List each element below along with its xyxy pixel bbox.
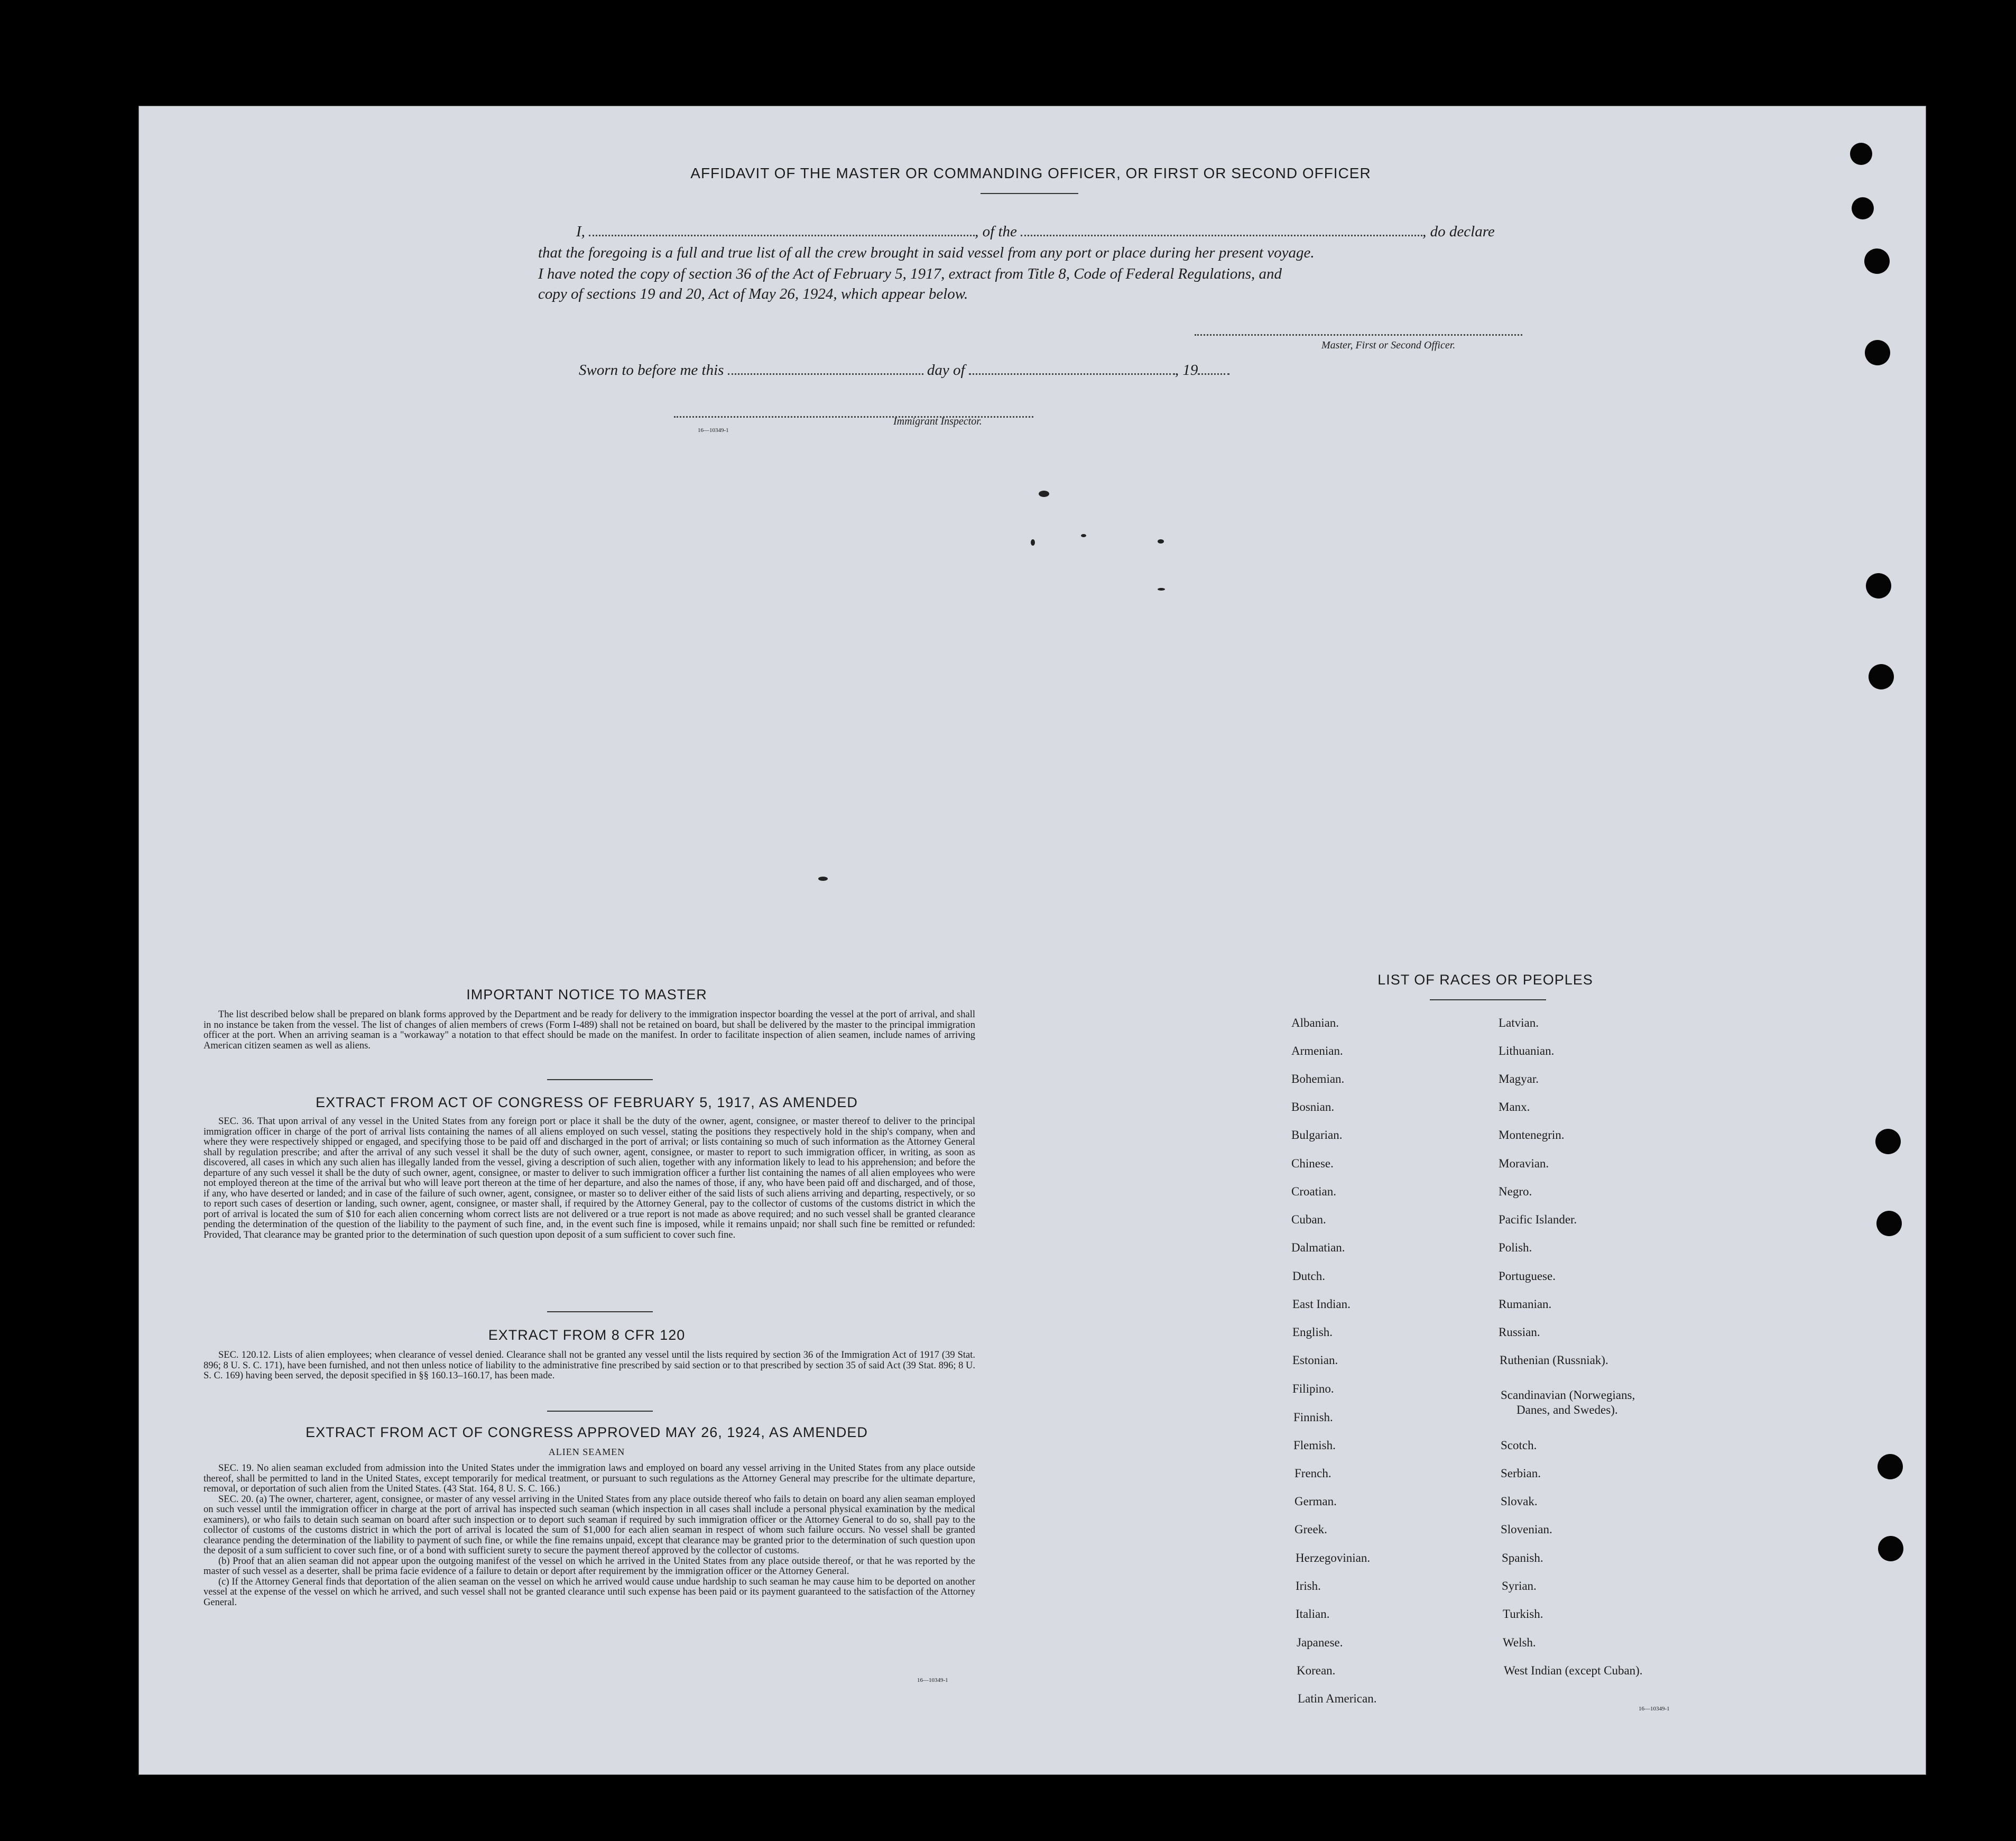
punch-hole <box>1878 1454 1903 1479</box>
race-item: Japanese. <box>1297 1636 1343 1649</box>
race-item: Welsh. <box>1503 1636 1536 1649</box>
race-item: Bosnian. <box>1291 1100 1335 1113</box>
race-item: Turkish. <box>1503 1607 1543 1621</box>
race-item: English. <box>1292 1325 1333 1339</box>
section-rule <box>547 1311 653 1312</box>
punch-hole <box>1864 248 1890 274</box>
punch-hole <box>1876 1211 1902 1236</box>
declaration-line-2: that the foregoing is a full and true list of all the crew brought in said vessel from any port or place during her present voyage. <box>538 244 1315 261</box>
race-item: Latin American. <box>1298 1692 1377 1705</box>
race-item: Negro. <box>1499 1185 1532 1198</box>
declaration-line-1 <box>576 223 1495 241</box>
vessel-name-field[interactable] <box>1021 235 1422 236</box>
extract-1924-title: EXTRACT FROM ACT OF CONGRESS APPROVED MAY 26, 1924, AS AMENDED <box>306 1424 868 1440</box>
extract-1917-text: SEC. 36. That upon arrival of any vessel in the United States from any foreign port or place it shall be the duty of the owner, agent, consignee, or master thereof to deliver to the principal immigration officer in charge of the port of arrival lists containing the names of all aliens employed on such vessel, stating the positions they respectively hold in the ship's company, when and where they were respectively shipped or engaged, and specifying those to be paid off and discharged in the port of arrival; or lists containing so much of such information as the Attorney General shall by regulation prescribe; and after the arrival of any such vessel it shall be the duty of such owner, agent, consignee, or master to report to such immigration officer, in writing, as soon as discovered, all cases in which any such alien has illegally landed from the vessel, giving a description of such alien, together with any information likely to lead to his apprehension; and before the departure of any such vessel it shall be the duty of such owner, agent, consignee, or master to deliver to such immigration officer a further list containing the names of all alien employees who were not employed thereon at the time of the arrival but who will leave port thereon at the time of her departure, and also the names of those, if any, who have been paid off and discharged, and of those, if any, who have deserted or landed; and in case of the failure of such owner, agent, consignee, or master so to deliver either of the said lists of such aliens arriving and departing, respectively, or so to report such cases of desertion or landing, such owner, agent, consignee, or master shall, if required by the Attorney General, pay to the collector of customs of the customs district in which the port of arrival is located the sum of $10 for each alien concerning whom correct lists are not delivered or a true report is not made as above required; and no such vessel shall be granted clearance pending the determination of the question of the liability to the payment of such fine, and, in the event such fine is imposed, while it remains unpaid; nor shall such fine be remitted or refunded: Provided, That clearance may be granted prior to the determination of such question upon deposit of a sum sufficient to cover such fine. <box>204 1116 975 1240</box>
race-item: Danes, and Swedes). <box>1516 1403 1618 1416</box>
declaration-line-3: I have noted the copy of section 36 of the Act of February 5, 1917, extract from Title 8, Code of Federal Regulations, and <box>538 265 1282 282</box>
punch-hole <box>1850 143 1872 165</box>
do-declare-text: , do declare <box>1422 223 1495 240</box>
race-item: Portuguese. <box>1499 1269 1556 1283</box>
race-item: German. <box>1294 1495 1337 1508</box>
affidavit-title: AFFIDAVIT OF THE MASTER OR COMMANDING OFFICER, OR FIRST OR SECOND OFFICER <box>690 165 1371 181</box>
race-item: Armenian. <box>1291 1044 1343 1057</box>
section-rule <box>547 1079 653 1080</box>
race-item: Slovenian. <box>1501 1523 1552 1536</box>
race-item: Bulgarian. <box>1291 1128 1343 1142</box>
punch-hole <box>1875 1129 1901 1154</box>
notice-text: The list described below shall be prepared on blank forms approved by the Department and be ready for delivery to the immigration inspector boarding the vessel at the port of arrival, and shall in no instance be taken from the vessel. The list of changes of alien members of crews (Form I-489) shall not be retained on board, but shall be delivered by the master to the principal immigration officer at the port. When an arriving seaman is a "workaway" a notation to that effect should be made on the manifest. In order to facilitate inspection of alien seamen, include names of arriving American citizen seamen as well as aliens. <box>204 1009 975 1051</box>
alien-seamen-subtitle: ALIEN SEAMEN <box>548 1447 625 1457</box>
race-item: Russian. <box>1499 1325 1540 1339</box>
race-item: Dutch. <box>1292 1269 1325 1283</box>
race-item: Chinese. <box>1291 1157 1334 1170</box>
extract-cfr-title: EXTRACT FROM 8 CFR 120 <box>488 1327 686 1343</box>
declarant-prefix: I, <box>576 223 585 240</box>
race-item: Irish. <box>1296 1579 1321 1593</box>
race-item: Croatian. <box>1291 1185 1336 1198</box>
race-item: Serbian. <box>1501 1467 1541 1480</box>
race-item: Estonian. <box>1292 1354 1338 1367</box>
race-item: Ruthenian (Russniak). <box>1500 1354 1608 1367</box>
race-item: Rumanian. <box>1499 1297 1552 1311</box>
year-prefix: , 19 <box>1175 362 1198 379</box>
sworn-day-field[interactable] <box>728 373 923 375</box>
ink-speck <box>1158 588 1165 591</box>
races-form-code: 16—10349-1 <box>1639 1706 1670 1712</box>
sworn-month-field[interactable] <box>969 373 1175 375</box>
extract-form-code: 16—10349-1 <box>917 1677 948 1683</box>
extract-cfr-text: SEC. 120.12. Lists of alien employees; when clearance of vessel denied. Clearance shall not be granted any vessel until the lists required by section 36 of the Immigration Act of 1917 (39 Stat. 896; 8 U. S. C. 171), have been furnished, and not then unless notice of liability to the administrative fine prescribed by said section or to that prescribed by section 35 of said Act (39 Stat. 896; 8 U. S. C. 169) having been served, the deposit specified in §§ 160.13–160.17, has been made. <box>204 1350 975 1381</box>
race-item: French. <box>1294 1467 1331 1480</box>
race-item: Latvian. <box>1499 1016 1539 1029</box>
ink-speck <box>1031 539 1035 546</box>
sworn-line <box>579 362 1229 379</box>
race-item: Lithuanian. <box>1499 1044 1555 1057</box>
sworn-year-field[interactable] <box>1198 373 1229 375</box>
race-item: West Indian (except Cuban). <box>1504 1664 1643 1677</box>
race-item: Polish. <box>1499 1241 1532 1254</box>
title-rule <box>981 193 1078 194</box>
extract-1924-text: SEC. 19. No alien seaman excluded from admission into the United States under the immigration laws and employed on board any vessel arriving in the United States from any place outside thereof, shall be permitted to land in the United States, except temporarily for medical treatment, or pursuant to such regulations as the Attorney General may prescribe for the ultimate departure, removal, or deportation of such alien from the United States. (43 Stat. 164, 8 U. S. C. 166.) SEC. 20. (a) The owner, charterer, agent, consignee, or master of any vessel arriving in the United States from any place outside thereof who fails to detain on board any alien seaman employed on such vessel until the immigration officer in charge at the port of arrival has inspected such seaman (which inspection in all cases shall include a personal physical examination by the medical examiners), or who fails to detain such seaman on board after such inspection or to deport such seaman if required by such immigration officer or the Attorney General to do so, shall pay to the collector of customs of the customs district in which the port of arrival is located the sum of $1,000 for each alien seaman in respect of whom such failure occurs. No vessel shall be granted clearance pending the determination of the liability to payment of such fine, or while the fine remains unpaid, except that clearance may be granted prior to the determination of such question upon the deposit of a sum sufficient to cover such fine, or of a bond with sufficient surety to secure the payment thereof approved by the collector of customs. (b) Proof that an alien seaman did not appear upon the outgoing manifest of the vessel on which he arrived in the United States from any place outside thereof, or that he was reported by the master of such vessel as a deserter, shall be prima facie evidence of a failure to detain or deport after requirement by the immigration officer or the Attorney General. (c) If the Attorney General finds that deportation of the alien seaman on the vessel on which he arrived would cause undue hardship to such seaman he may cause him to be deported on another vessel at the expense of the vessel on which he arrived, and such vessel shall not be granted clearance until such expense has been paid or its payment guaranteed to the satisfaction of the Attorney General. <box>204 1463 975 1608</box>
punch-hole <box>1852 197 1874 219</box>
race-item: Scandinavian (Norwegians, <box>1501 1388 1635 1402</box>
punch-hole <box>1865 340 1890 365</box>
punch-hole <box>1869 664 1894 689</box>
race-item: Cuban. <box>1291 1213 1326 1226</box>
sworn-text: Sworn to before me this <box>579 362 724 379</box>
day-of-text: day of <box>927 362 965 379</box>
ink-speck <box>1081 534 1086 537</box>
race-item: Montenegrin. <box>1499 1128 1565 1142</box>
punch-hole <box>1866 573 1891 599</box>
race-item: East Indian. <box>1292 1297 1351 1311</box>
declarant-name-field[interactable] <box>589 235 975 236</box>
affidavit-form-code: 16—10349-1 <box>698 427 729 434</box>
of-the-text: , of the <box>975 223 1017 240</box>
master-signature-line[interactable] <box>1195 323 1522 340</box>
race-item: Bohemian. <box>1291 1072 1345 1085</box>
race-item: Magyar. <box>1499 1072 1539 1085</box>
ink-speck <box>818 877 828 881</box>
race-item: Moravian. <box>1499 1157 1549 1170</box>
race-item: Finnish. <box>1293 1411 1333 1424</box>
race-item: Flemish. <box>1293 1439 1336 1452</box>
race-item: Dalmatian. <box>1291 1241 1345 1254</box>
ink-speck <box>1039 491 1049 497</box>
notice-title: IMPORTANT NOTICE TO MASTER <box>466 987 707 1002</box>
race-item: Slovak. <box>1501 1495 1538 1508</box>
races-title: LIST OF RACES OR PEOPLES <box>1377 972 1593 988</box>
punch-hole <box>1878 1536 1903 1561</box>
race-item: Italian. <box>1296 1607 1330 1621</box>
section-rule <box>547 1411 653 1412</box>
ink-speck <box>1158 539 1164 544</box>
race-item: Korean. <box>1297 1664 1336 1677</box>
extract-1917-title: EXTRACT FROM ACT OF CONGRESS OF FEBRUARY 5, 1917, AS AMENDED <box>316 1094 858 1110</box>
race-item: Greek. <box>1294 1523 1327 1536</box>
races-title-rule <box>1430 999 1546 1000</box>
race-item: Syrian. <box>1502 1579 1537 1593</box>
master-signature-label: Master, First or Second Officer. <box>1321 339 1456 351</box>
race-item: Pacific Islander. <box>1499 1213 1577 1226</box>
race-item: Filipino. <box>1292 1382 1334 1395</box>
declaration-line-4: copy of sections 19 and 20, Act of May 26, 1924, which appear below. <box>538 286 968 302</box>
race-item: Manx. <box>1499 1100 1530 1113</box>
race-item: Albanian. <box>1291 1016 1339 1029</box>
race-item: Spanish. <box>1502 1551 1543 1564</box>
race-item: Herzegovinian. <box>1296 1551 1371 1564</box>
race-item: Scotch. <box>1501 1439 1537 1452</box>
inspector-label: Immigrant Inspector. <box>893 416 982 427</box>
